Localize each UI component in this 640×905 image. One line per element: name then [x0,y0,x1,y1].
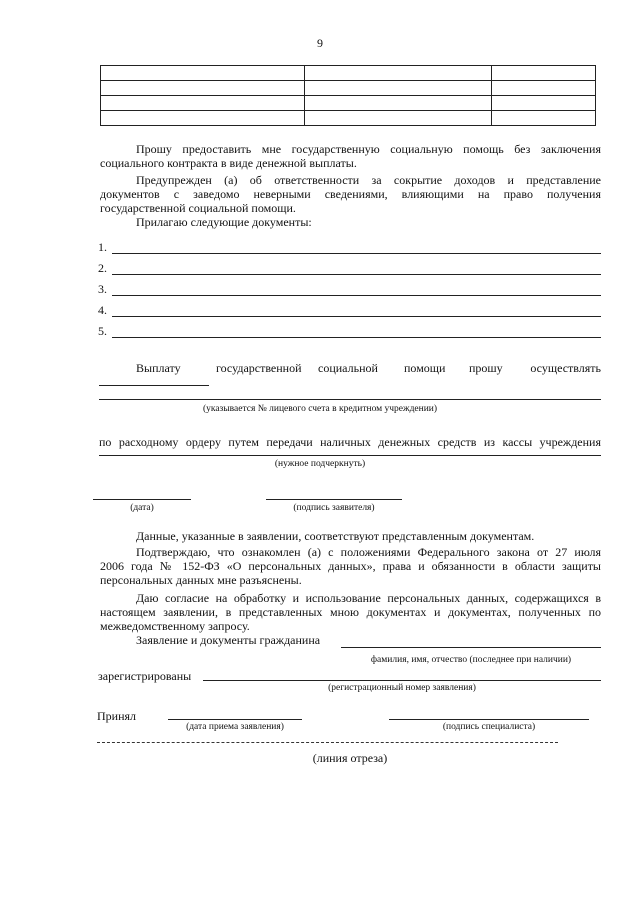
document-line-2[interactable] [112,274,601,275]
table-cell[interactable] [101,81,305,96]
table-row [101,81,596,96]
attach-intro: Прилагаю следующие документы: [136,215,312,229]
registered-label: зарегистрированы [98,669,192,683]
regnum-line[interactable] [203,680,601,681]
table-row [101,96,596,111]
account-caption: (указывается № лицевого счета в кредитном учреждении) [202,404,438,414]
document-line-4[interactable] [112,316,601,317]
warning-line-2: документов с заведомо неверными сведениями, влияющими на право получения [100,187,601,201]
consent-p2-line-2: 2006 года № 152-ФЗ «О персональных данных», права и обязанности в области защиты [100,559,601,573]
table-cell[interactable] [492,111,596,126]
underline-caption: (нужное подчеркнуть) [274,459,366,469]
payment-word-1: Выплату [136,361,181,375]
table-row [101,111,596,126]
applicant-signature-caption: (подпись заявителя) [293,503,375,513]
table-cell[interactable] [101,111,305,126]
table-cell[interactable] [305,81,492,96]
consent-p3-line-2: настоящем заявлении, в представленных мною документах и документах, полученных по [100,605,601,619]
warning-line-1: Предупрежден (а) об ответственности за сокрытие доходов и представление [136,173,601,187]
table-cell[interactable] [305,66,492,81]
fio-caption: фамилия, имя, отчество (последнее при наличии) [370,655,572,665]
table-cell[interactable] [305,96,492,111]
specialist-signature-line[interactable] [389,719,589,720]
consent-p1: Данные, указанные в заявлении, соответствуют представленным документам. [136,529,535,543]
table-cell[interactable] [101,96,305,111]
document-line-3[interactable] [112,295,601,296]
specialist-signature-caption: (подпись специалиста) [442,722,536,732]
consent-p3-line-3: межведомственному запросу. [100,619,250,633]
request-line-2: социального контракта в виде денежной выплаты. [100,156,357,170]
accepted-label: Принял [97,709,137,723]
table-cell[interactable] [492,96,596,111]
document-number-3: 3. [98,282,107,296]
cut-line-caption: (линия отреза) [312,751,388,765]
docs-label: Заявление и документы гражданина [136,633,321,647]
acceptance-date-caption: (дата приема заявления) [186,722,284,732]
document-number-4: 4. [98,303,107,317]
document-number-5: 5. [98,324,107,338]
request-line-1: Прошу предоставить мне государственную социальную помощь без заключения [136,142,601,156]
page-number: 9 [317,36,323,50]
table-row [101,66,596,81]
table-cell[interactable] [305,111,492,126]
table-cell[interactable] [101,66,305,81]
consent-p2-line-3: персональных данных мне разъяснены. [100,573,302,587]
account-number-line[interactable] [99,399,601,400]
date-line[interactable] [93,499,191,500]
payment-word-2: государственной [216,361,302,375]
fio-line[interactable] [341,647,601,648]
document-line-5[interactable] [112,337,601,338]
regnum-caption: (регистрационный номер заявления) [328,683,476,693]
cash-underline [99,455,601,456]
document-line-1[interactable] [112,253,601,254]
table-cell[interactable] [492,66,596,81]
applicant-signature-line[interactable] [266,499,402,500]
payment-word-5: прошу [469,361,503,375]
warning-line-3: государственной социальной помощи. [100,201,296,215]
income-table [100,65,596,126]
cash-line: по расходному ордеру путем передачи наличных денежных средств из кассы учреждения [99,435,601,449]
payment-word-3: социальной [318,361,378,375]
payment-word-4: помощи [404,361,446,375]
cut-dashed-line [97,742,558,743]
acceptance-date-line[interactable] [168,719,302,720]
consent-p2-line-1: Подтверждаю, что ознакомлен (а) с положениями Федерального закона от 27 июля [136,545,601,559]
table-cell[interactable] [492,81,596,96]
date-caption: (дата) [130,503,154,513]
payment-method-line[interactable] [99,385,209,386]
document-number-2: 2. [98,261,107,275]
document-number-1: 1. [98,240,107,254]
consent-p3-line-1: Даю согласие на обработку и использование персональных данных, содержащихся в [136,591,601,605]
payment-word-6: осуществлять [530,361,601,375]
